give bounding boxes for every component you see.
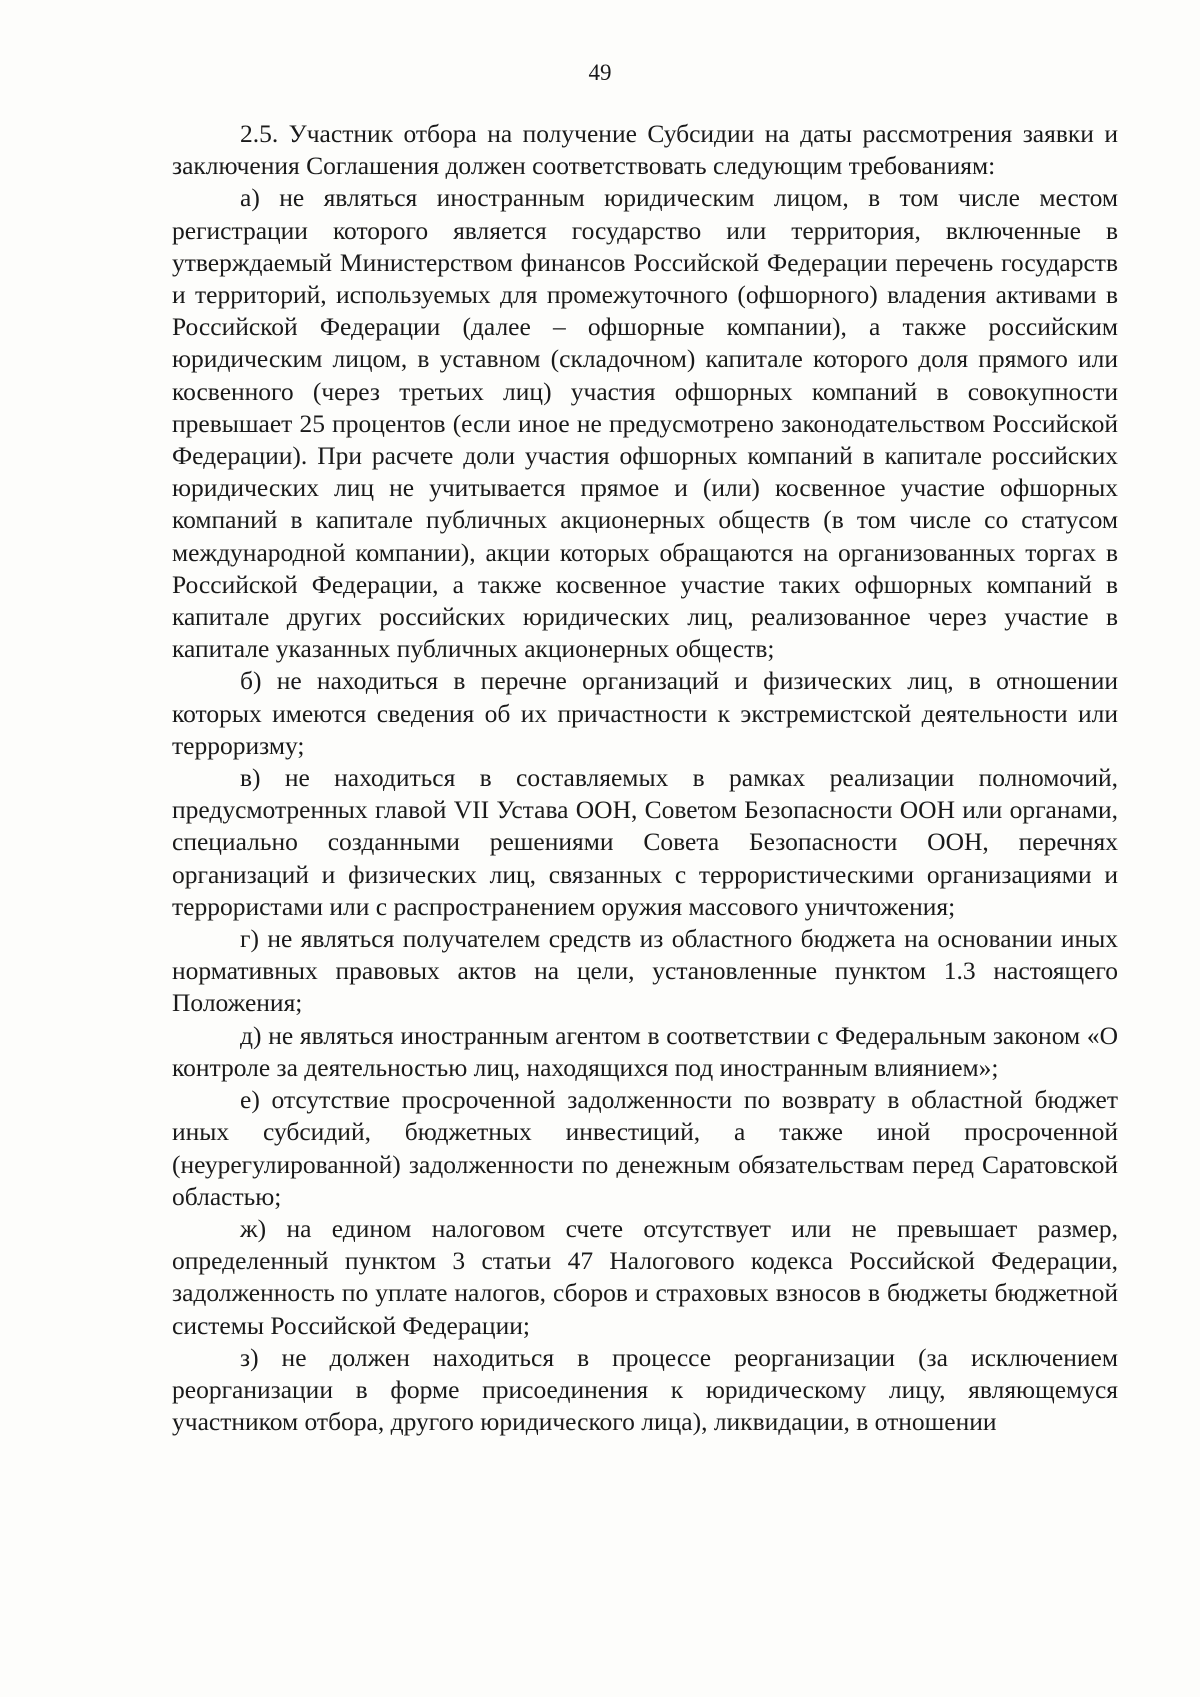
paragraph-zh: ж) на едином налоговом счете отсутствует или не превышает размер, определенный пунктом 3 статьи 47 Налогового кодекса Российской Федерации, задолженность по уплате налогов, сборов и страховых взносов в бюджеты бюджетной системы Российской Федерации; [172, 1213, 1118, 1340]
paragraph-d: д) не являться иностранным агентом в соответствии с Федеральным законом «О контроле за деятельностью лиц, находящихся под иностранным влиянием»; [172, 1020, 1118, 1082]
paragraph-e: е) отсутствие просроченной задолженности по возврату в областной бюджет иных субсидий, бюджетных инвестиций, а также иной просроченной (неурегулированной) задолженности по денежным обязательствам перед Саратовской областью; [172, 1085, 1118, 1211]
paragraph-z: з) не должен находиться в процессе реорганизации (за исключением реорганизации в форме присоединения к юридическому лицу, являющемуся участником отбора, другого юридического лица), ликвидации, в отношении [172, 1342, 1118, 1437]
page-number: 49 [588, 60, 612, 85]
paragraph-a: а) не являться иностранным юридическим лицом, в том числе местом регистрации которого является государство или территория, включенные в утверждаемый Министерством финансов Российской Федерации перечень государств и территорий, используемых для промежуточного (офшорного) владения активами в Российской Федерации (далее – офшорные компании), а также российским юридическим лицом, в уставном (складочном) капитале которого доля прямого или косвенного (через третьих лиц) участия офшорных компаний в совокупности превышает 25 процентов (если иное не предусмотрено законодательством Российской Федерации). При расчете доли участия офшорных компаний в капитале российских юридических лиц не учитывается прямое и (или) косвенное участие офшорных компаний в капитале публичных акционерных обществ (в том числе со статусом международной компании), акции которых обращаются на организованных торгах в Российской Федерации, а также косвенное участие таких офшорных компаний в капитале других российских юридических лиц, реализованное через участие в капитале указанных публичных акционерных обществ; [172, 183, 1118, 664]
paragraph-b: б) не находиться в перечне организаций и физических лиц, в отношении которых имеются сведения об их причастности к экстремистской деятельности или терроризму; [172, 666, 1118, 760]
document-body [172, 118, 1118, 1438]
paragraph-v: в) не находиться в составляемых в рамках реализации полномочий, предусмотренных главой VII Устава ООН, Советом Безопасности ООН или органами, специально созданными решениями Совета Безопасности ООН, перечнях организаций и физических лиц, связанных с террористическими организациями и террористами или с распространением оружия массового уничтожения; [172, 763, 1118, 921]
paragraph-g: г) не являться получателем средств из областного бюджета на основании иных нормативных правовых актов на цели, установленные пунктом 1.3 настоящего Положения; [172, 924, 1118, 1018]
paragraph-2-5: 2.5. Участник отбора на получение Субсидии на даты рассмотрения заявки и заключения Соглашения должен соответствовать следующим требованиям: [172, 119, 1118, 181]
